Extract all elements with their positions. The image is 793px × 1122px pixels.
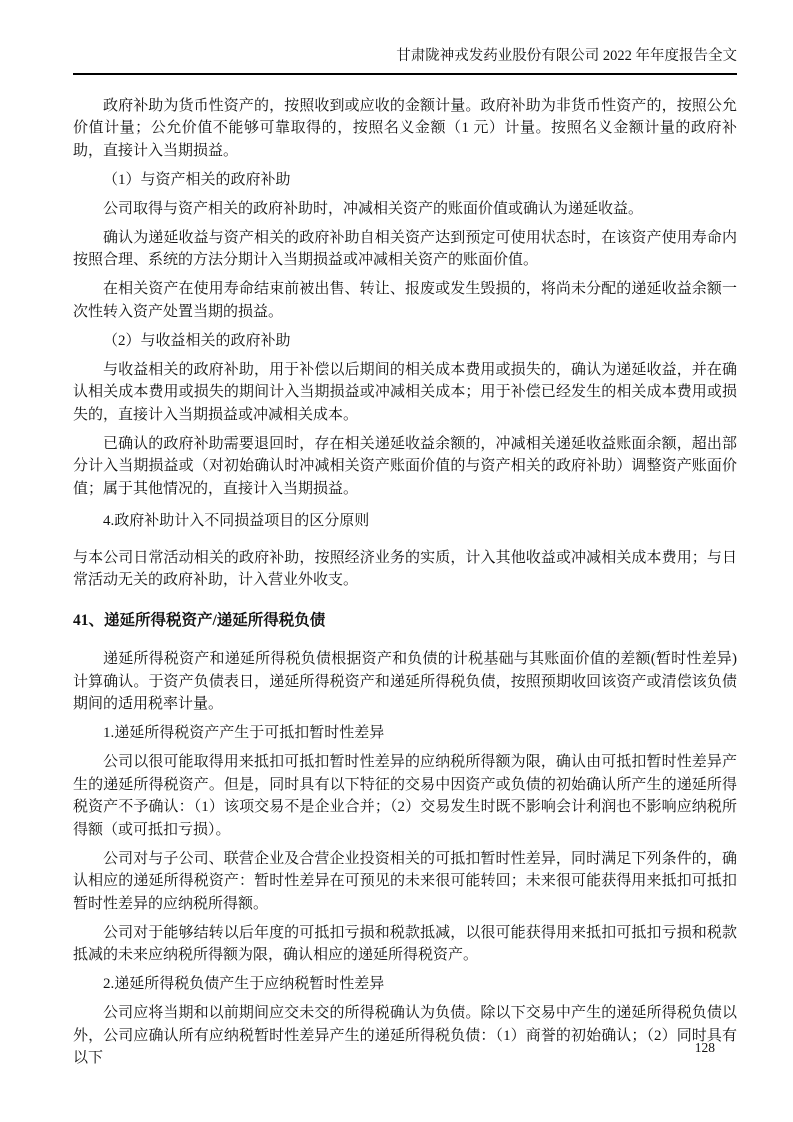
- document-body: [73, 88, 737, 1076]
- paragraph: 公司对于能够结转以后年度的可抵扣亏损和税款抵减，以很可能获得用来抵扣可抵扣亏损和税款抵减的未来应纳税所得额为限，确认相应的递延所得税资产。: [73, 924, 737, 963]
- paragraph: 与收益相关的政府补助，用于补偿以后期间的相关成本费用或损失的，确认为递延收益，并在确认相关成本费用或损失的期间计入当期损益或冲减相关成本；用于补偿已经发生的相关成本费用或损失的，直接计入当期损益或冲减相关成本。: [73, 361, 737, 423]
- paragraph: 政府补助为货币性资产的，按照收到或应收的金额计量。政府补助为非货币性资产的，按照公允价值计量；公允价值不能够可靠取得的，按照名义金额（1 元）计量。按照名义金额计量的政府补助，直接计入当期损益。: [73, 97, 737, 159]
- clause-heading: 2.递延所得税负债产生于应纳税暂时性差异: [103, 976, 385, 992]
- clause-heading: （2）与收益相关的政府补助: [103, 332, 291, 349]
- page-header: [73, 46, 737, 75]
- clause-heading: （1）与资产相关的政府补助: [103, 171, 291, 188]
- paragraph: 在相关资产在使用寿命结束前被出售、转让、报废或发生毁损的，将尚未分配的递延收益余额一次性转入资产处置当期的损益。: [73, 281, 737, 320]
- report-header-title: 甘肃陇神戎发药业股份有限公司 2022 年年度报告全文: [396, 48, 737, 64]
- paragraph: 公司应将当期和以前期间应交未交的所得税确认为负债。除以下交易中产生的递延所得税负债以外，公司应确认所有应纳税暂时性差异产生的递延所得税负债：（1）商誉的初始确认；（2）同时具有以下: [73, 1005, 737, 1066]
- paragraph: 公司对与子公司、联营企业及合营企业投资相关的可抵扣暂时性差异，同时满足下列条件的，确认相应的递延所得税资产：暂时性差异在可预见的未来很可能转回；未来很可能获得用来抵扣可抵扣暂时性差异的应纳税所得额。: [73, 850, 737, 912]
- clause-heading: 1.递延所得税资产产生于可抵扣暂时性差异: [103, 725, 385, 741]
- page-footer: [695, 1040, 715, 1056]
- paragraph: 递延所得税资产和递延所得税负债根据资产和负债的计税基础与其账面价值的差额(暂时性差异)计算确认。于资产负债表日，递延所得税资产和递延所得税负债，按照预期收回该资产或清偿该负债期间的适用税率计量。: [73, 651, 737, 712]
- section-heading: 41、递延所得税资产/递延所得税负债: [73, 611, 326, 629]
- paragraph: 公司以很可能取得用来抵扣可抵扣暂时性差异的应纳税所得额为限，确认由可抵扣暂时性差异产生的递延所得税资产。但是，同时具有以下特征的交易中因资产或负债的初始确认所产生的递延所得税资产不予确认：（1）该项交易不是企业合并；（2）交易发生时既不影响会计利润也不影响应纳税所得额（或可抵扣亏损）。: [73, 754, 737, 838]
- clause-heading: 4.政府补助计入不同损益项目的区分原则: [103, 513, 370, 529]
- paragraph: 已确认的政府补助需要退回时，存在相关递延收益余额的，冲减相关递延收益账面余额，超出部分计入当期损益或（对初始确认时冲减相关资产账面价值的与资产相关的政府补助）调整资产账面价值；属于其他情况的，直接计入当期损益。: [73, 435, 737, 497]
- paragraph: 公司取得与资产相关的政府补助时，冲减相关资产的账面价值或确认为递延收益。: [103, 200, 644, 217]
- paragraph: 确认为递延收益与资产相关的政府补助自相关资产达到预定可使用状态时，在该资产使用寿命内按照合理、系统的方法分期计入当期损益或冲减相关资产的账面价值。: [73, 229, 737, 268]
- page-number: 128: [694, 1040, 715, 1055]
- flush-paragraph: 与本公司日常活动相关的政府补助，按照经济业务的实质，计入其他收益或冲减相关成本费用；与日常活动无关的政府补助，计入营业外收支。: [73, 549, 737, 588]
